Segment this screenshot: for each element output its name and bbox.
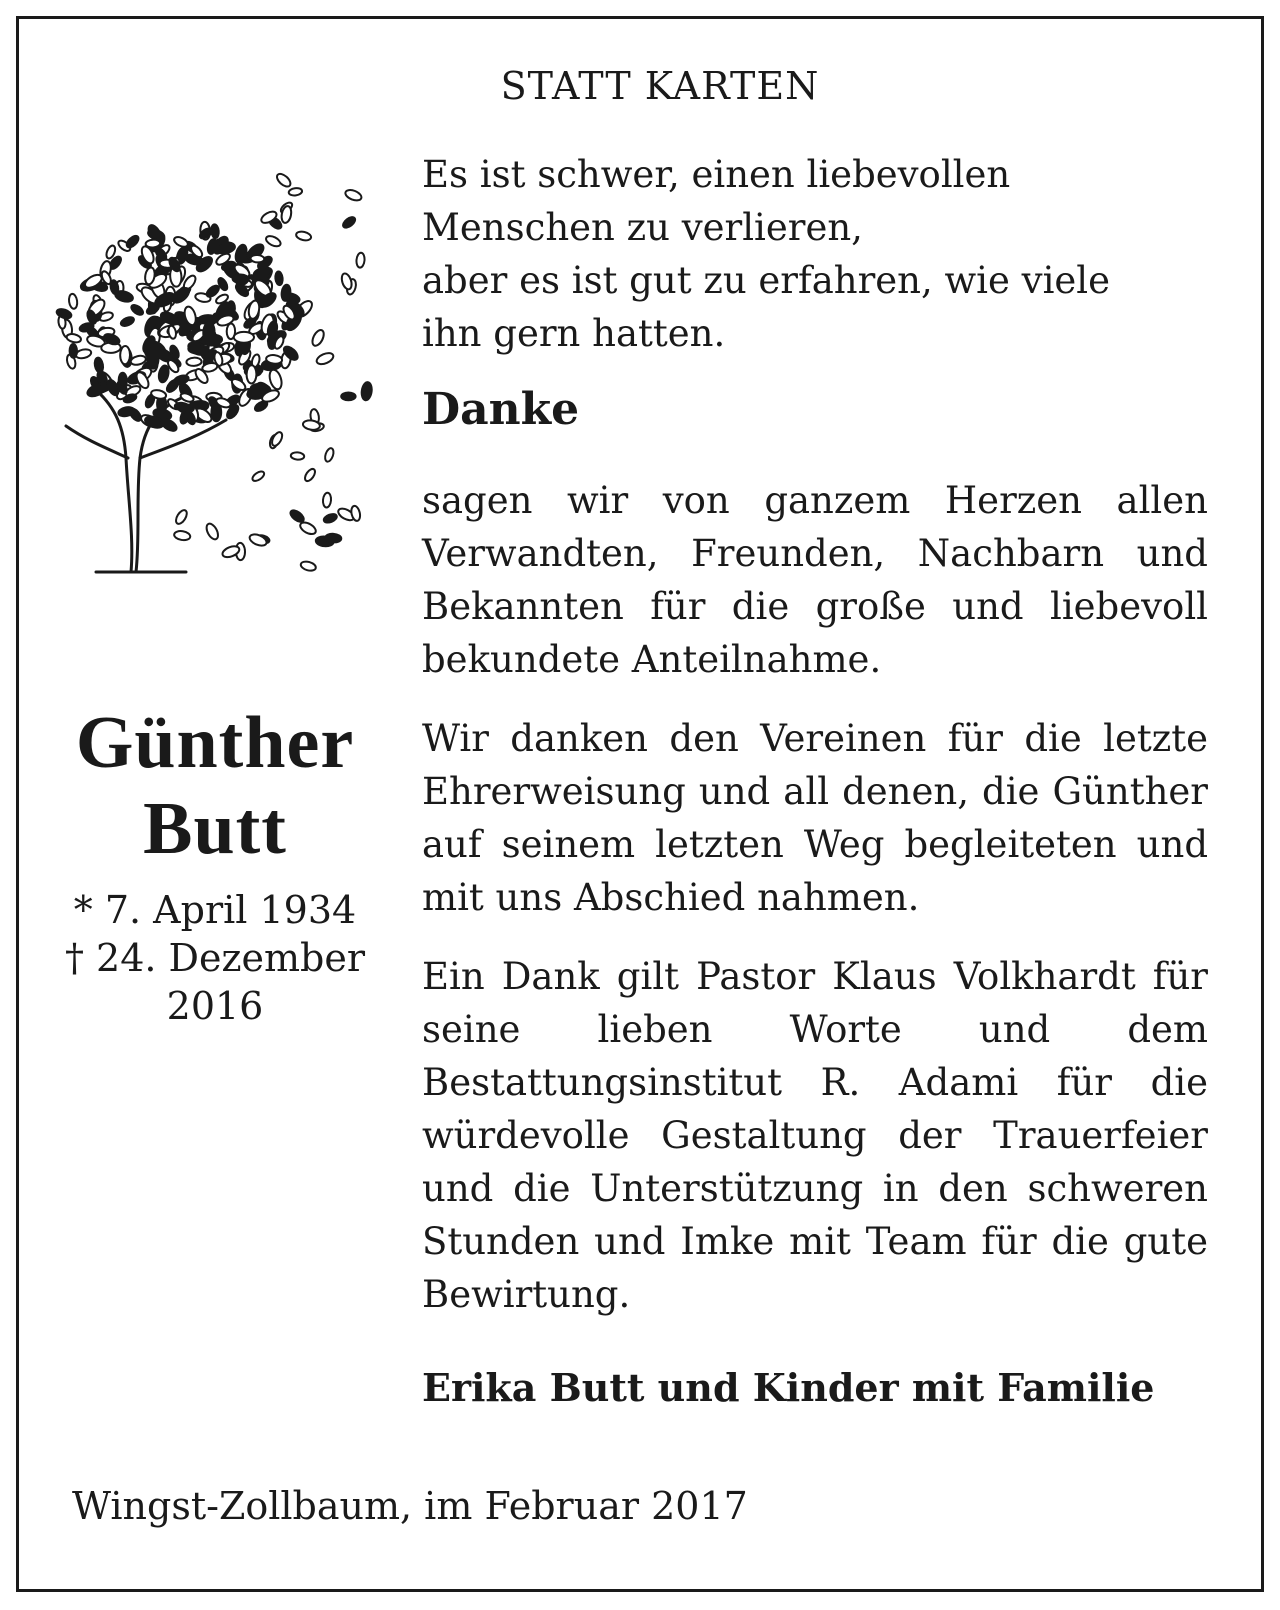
message-column: [422, 148, 1208, 1414]
deceased-first-name: Günther: [75, 702, 355, 784]
place-date: Wingst-Zollbaum, im Februar 2017: [72, 1484, 748, 1528]
deceased-block: [40, 700, 390, 1030]
windblown-tree-icon: [36, 158, 386, 594]
header-title: STATT KARTEN: [500, 64, 820, 108]
thanks-paragraph-1: sagen wir von ganzem Herzen allen Verwandten, Freunden, Nachbarn und Bekannten für die große und liebevoll bekundete Anteilnahme.: [422, 479, 1208, 681]
death-year: 2016: [166, 984, 264, 1028]
life-dates: [40, 886, 390, 1030]
header: [0, 64, 1280, 108]
birth-date: * 7. April 1934: [73, 888, 357, 932]
thanks-paragraph-2: Wir danken den Vereinen für die letzte Ehrerweisung und all denen, die Günther auf seinem letzten Weg begleiteten und mit uns Abschied nahmen.: [422, 717, 1208, 919]
thanks-paragraph-3: Ein Dank gilt Pastor Klaus Volkhardt für seine lieben Worte und dem Bestattungsinstitut R. Adami für die würdevolle Gestaltung der Trauerfeier und die Unterstützung in den schweren Stunden und Imke mit Team für die gute Bewirtung.: [422, 955, 1208, 1316]
poem: Es ist schwer, einen liebevollen Menschen zu verlieren, aber es ist gut zu erfahren, wie viele ihn gern hatten.: [422, 153, 1111, 355]
signature: Erika Butt und Kinder mit Familie: [422, 1365, 1155, 1410]
deceased-last-name: Butt: [143, 788, 287, 870]
danke-heading: Danke: [422, 384, 580, 435]
death-date: † 24. Dezember: [64, 936, 366, 980]
